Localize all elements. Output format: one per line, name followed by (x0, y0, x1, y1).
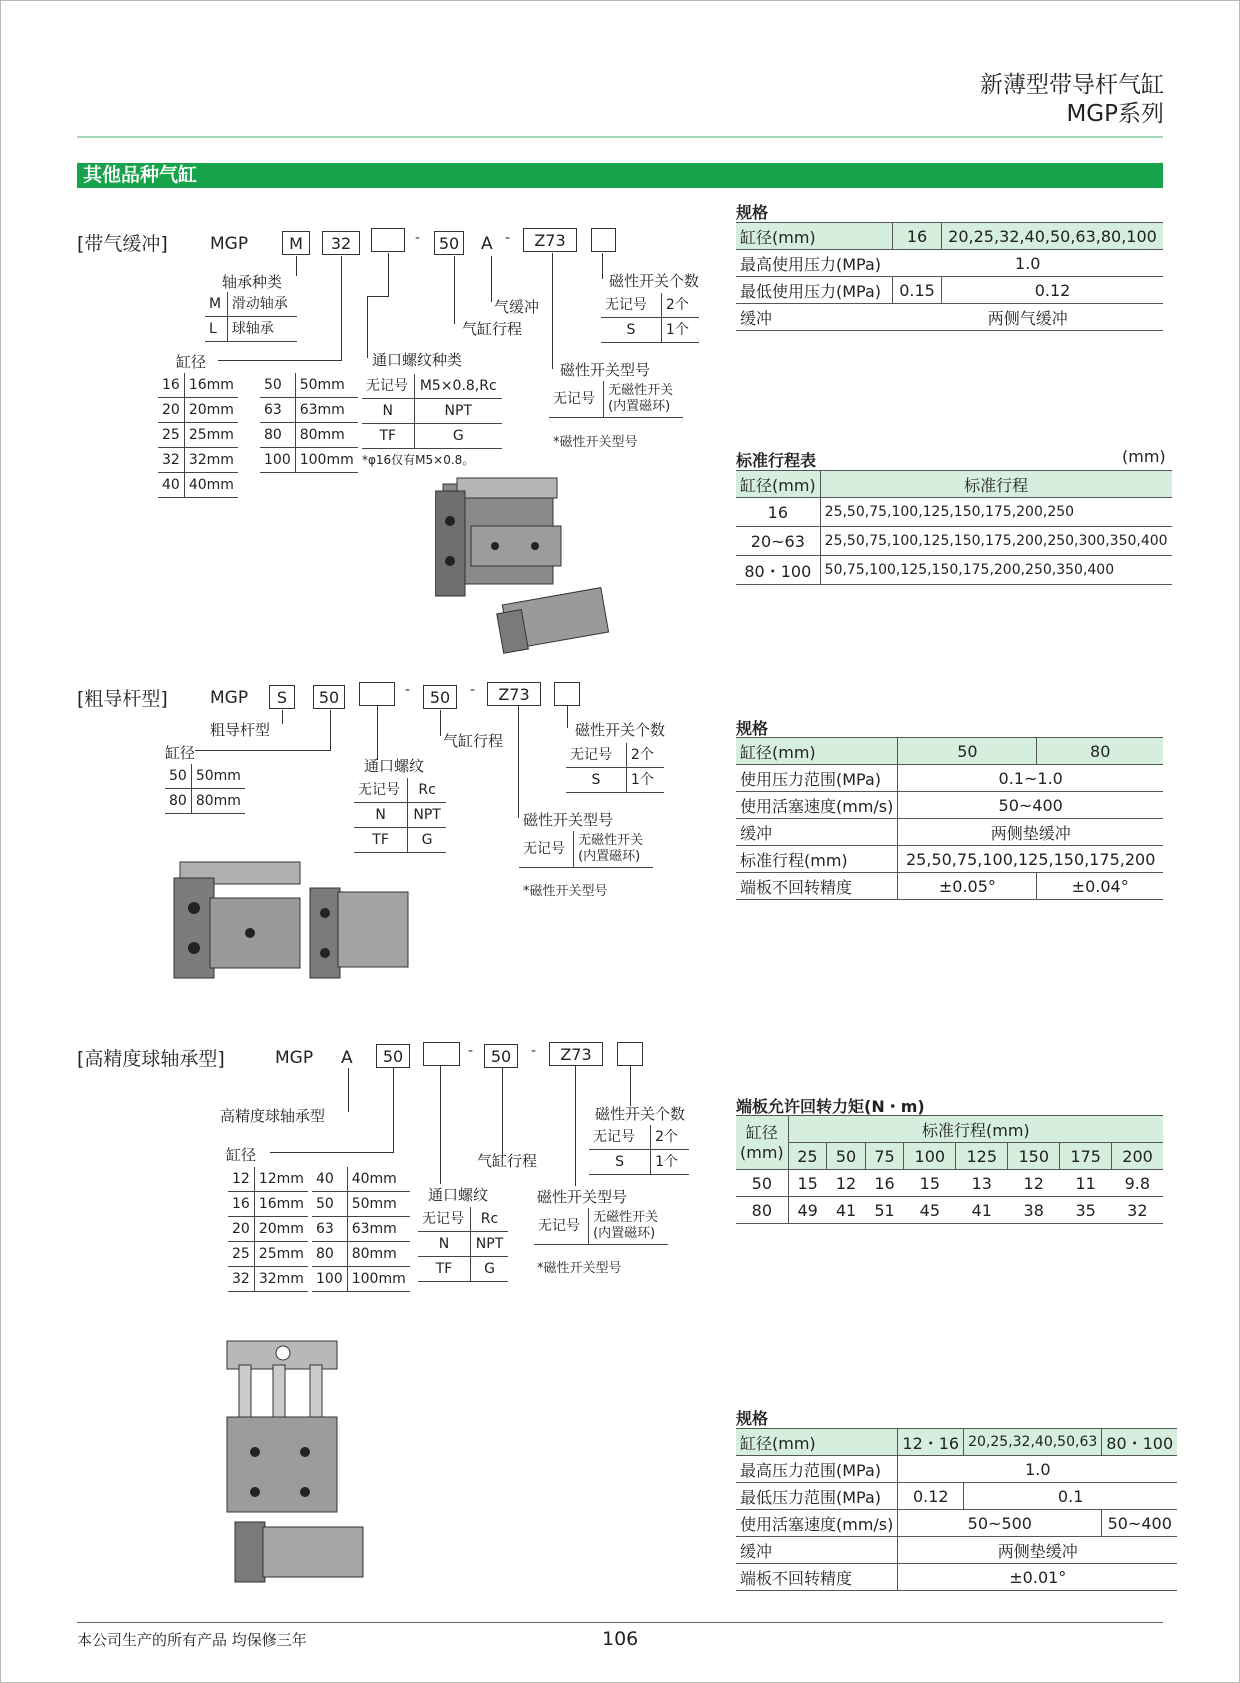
bore-code: 50 (312, 1192, 347, 1217)
thread-type: NPT (471, 1232, 508, 1257)
spec-value: 两侧气缓冲 (893, 304, 1164, 331)
code-stroke-box: 50 (423, 685, 457, 709)
footer-divider (77, 1622, 1163, 1623)
switch-qty-value: 2个 (651, 1125, 689, 1150)
bore-code: 63 (260, 398, 295, 423)
code-dash: - (505, 230, 511, 246)
stroke-values: 25,50,75,100,125,150,175,200,250 (820, 498, 1171, 527)
thread-type: NPT (414, 399, 502, 424)
bore-size: 20mm (184, 398, 238, 423)
bore-code: 25 (228, 1242, 254, 1267)
bearing-code: M (205, 292, 227, 317)
torque-bore: 80 (736, 1197, 788, 1224)
torque-bore: 50 (736, 1170, 788, 1197)
bore-code: 32 (158, 448, 184, 473)
torque-value: 15 (788, 1170, 827, 1197)
leader-line (552, 253, 553, 369)
thread-title: 通口螺纹 (364, 757, 425, 775)
switch-qty-value: 2个 (626, 743, 664, 768)
bore-code: 40 (312, 1167, 347, 1192)
spec-value: 12・16 (898, 1429, 964, 1456)
code-dash: - (468, 1043, 474, 1059)
thread-note: *φ16仅有M5×0.8。 (362, 453, 475, 467)
code-bore-box: 32 (322, 231, 360, 255)
leader-line (195, 750, 331, 751)
torque-bore-header (736, 1116, 788, 1170)
spec-label: 最低使用压力(MPa) (736, 277, 893, 304)
thread-type: NPT (408, 803, 446, 828)
spec-label: 缸径(mm) (736, 738, 898, 765)
bore-table-left (158, 373, 238, 498)
bearing-title: 轴承种类 (222, 273, 283, 291)
torque-value: 11 (1060, 1170, 1112, 1197)
bore-code: 100 (260, 448, 295, 473)
switch-type-table (519, 831, 653, 868)
switch-type-code: 无记号 (519, 831, 574, 868)
switch-note: *磁性开关型号 (553, 435, 638, 450)
switch-note: *磁性开关型号 (537, 1261, 622, 1276)
thread-title: 通口螺纹 (428, 1186, 489, 1204)
switch-qty-value: 2个 (661, 293, 699, 318)
product-photo-thick-rod (170, 858, 410, 988)
thread-table (354, 778, 446, 853)
switch-qty-code: S (566, 768, 626, 793)
spec-value: 0.1 (964, 1483, 1178, 1510)
leader-line (567, 706, 568, 728)
section-title: 其他品种气缸 (77, 163, 1163, 188)
stroke-bore: 80・100 (736, 556, 820, 585)
bore-size: 80mm (347, 1242, 410, 1267)
spec-value: 80・100 (1102, 1429, 1177, 1456)
bore-code: 50 (260, 373, 295, 398)
switch-qty-code: 无记号 (589, 1125, 651, 1150)
spec-table-high-precision (736, 1428, 1177, 1591)
thread-title: 通口螺纹种类 (372, 351, 463, 369)
page-title: 新薄型带导杆气缸 (980, 72, 1164, 98)
leader-line (440, 710, 441, 736)
bore-size: 50mm (295, 373, 358, 398)
product-photo-high-precision (225, 1337, 365, 1587)
bore-code: 12 (228, 1167, 254, 1192)
bore-code: 20 (158, 398, 184, 423)
switch-type-code: 无记号 (549, 381, 604, 418)
spec-label: 缓冲 (736, 819, 898, 846)
torque-bore-header-text: 缸径 (745, 1122, 778, 1142)
switch-note: *磁性开关型号 (523, 884, 608, 899)
switch-type-desc-line: (内置磁环) (593, 1226, 656, 1241)
stroke-label: 气缸行程 (443, 732, 504, 750)
stroke-table-unit: (mm) (1122, 447, 1166, 466)
thread-code: 无记号 (354, 778, 408, 803)
block3-label: [高精度球轴承型] (77, 1048, 225, 1070)
switch-type-title: 磁性开关型号 (560, 361, 651, 379)
spec-value: 0.15 (893, 277, 942, 304)
code-prefix: MGP (210, 688, 249, 708)
bore-size: 25mm (254, 1242, 308, 1267)
type-title: 高精度球轴承型 (220, 1107, 326, 1125)
thread-code: TF (362, 424, 414, 449)
thread-type: M5×0.8,Rc (414, 374, 502, 399)
code-type: A (341, 1048, 353, 1068)
leader-line (602, 253, 603, 279)
bore-size: 25mm (184, 423, 238, 448)
bore-size: 50mm (191, 764, 245, 789)
bore-table-left (228, 1167, 308, 1292)
code-bearing-box: M (282, 231, 310, 255)
torque-stroke: 175 (1060, 1143, 1112, 1170)
switch-type-title: 磁性开关型号 (537, 1188, 628, 1206)
spec-value: 20,25,32,40,50,63,80,100 (942, 223, 1164, 250)
switch-qty-code: 无记号 (601, 293, 661, 318)
bore-code: 40 (158, 473, 184, 498)
switch-type-code: 无记号 (534, 1208, 589, 1245)
leader-line (330, 710, 331, 750)
bore-size: 32mm (254, 1267, 308, 1292)
spec-value: 两侧垫缓冲 (898, 1537, 1177, 1564)
torque-stroke: 75 (865, 1143, 904, 1170)
thread-code: 无记号 (362, 374, 414, 399)
thread-code: N (418, 1232, 471, 1257)
switch-qty-table (566, 743, 664, 793)
stroke-table-header: 缸径(mm) (736, 471, 820, 498)
spec-value: 16 (893, 223, 942, 250)
switch-type-table (534, 1208, 668, 1245)
stroke-table (736, 470, 1172, 585)
spec-value: 80 (1037, 738, 1163, 765)
bore-code: 63 (312, 1217, 347, 1242)
spec-label: 最高使用压力(MPa) (736, 250, 893, 277)
spec-value: 1.0 (898, 1456, 1177, 1483)
code-prefix: MGP (275, 1048, 314, 1068)
stroke-label: 气缸行程 (462, 320, 523, 338)
bore-size: 100mm (347, 1267, 410, 1292)
torque-value: 12 (827, 1170, 866, 1197)
stroke-values: 25,50,75,100,125,150,175,200,250,300,350,400 (820, 527, 1171, 556)
cushion-label: 气缓冲 (494, 298, 540, 316)
spec-value: 50~400 (898, 792, 1163, 819)
torque-stroke: 25 (788, 1143, 827, 1170)
spec-label: 最低压力范围(MPa) (736, 1483, 898, 1510)
code-qty-box (591, 228, 616, 252)
switch-type-desc (574, 831, 653, 868)
footer-warranty: 本公司生产的所有产品 均保修三年 (77, 1631, 307, 1649)
code-dash: - (405, 682, 411, 698)
spec-value: 0.12 (898, 1483, 964, 1510)
switch-qty-table (601, 293, 699, 343)
bore-title: 缸径 (226, 1146, 257, 1164)
torque-stroke: 50 (827, 1143, 866, 1170)
bore-size: 80mm (295, 423, 358, 448)
code-dash: - (531, 1043, 537, 1059)
torque-title: 端板允许回转力矩(N・m) (736, 1097, 925, 1116)
code-bore-box: 50 (313, 685, 345, 709)
page-subtitle: MGP系列 (1066, 101, 1164, 127)
bearing-code: L (205, 317, 227, 342)
thread-table (362, 374, 502, 449)
code-qty-box (617, 1042, 643, 1066)
spec-label: 端板不回转精度 (736, 1564, 898, 1591)
leader-line (393, 1068, 394, 1152)
bore-size: 32mm (184, 448, 238, 473)
leader-line (296, 256, 297, 276)
stroke-table-header: 标准行程 (820, 471, 1171, 498)
stroke-label: 气缸行程 (477, 1152, 538, 1170)
code-cushion: A (481, 234, 493, 254)
code-switch-box: Z73 (549, 1042, 603, 1066)
leader-line (518, 706, 519, 818)
thread-type: Rc (471, 1207, 508, 1232)
torque-value: 45 (904, 1197, 956, 1224)
switch-type-desc (604, 381, 683, 418)
thread-type: Rc (408, 778, 446, 803)
code-prefix: MGP (210, 234, 249, 254)
torque-value: 51 (865, 1197, 904, 1224)
spec-value: ±0.05° (898, 873, 1037, 900)
torque-stroke: 100 (904, 1143, 956, 1170)
torque-value: 15 (904, 1170, 956, 1197)
bore-size: 16mm (184, 373, 238, 398)
code-type-box: S (269, 685, 295, 709)
thread-code: N (354, 803, 408, 828)
bore-title: 缸径 (165, 744, 196, 762)
bore-table-right (312, 1167, 410, 1292)
switch-type-desc-line: 无磁性开关 (593, 1210, 659, 1225)
torque-value: 12 (1008, 1170, 1060, 1197)
rod-type-title: 粗导杆型 (210, 721, 271, 739)
spec-title: 规格 (736, 719, 769, 738)
torque-value: 32 (1112, 1197, 1163, 1224)
torque-value: 41 (956, 1197, 1008, 1224)
leader-line (575, 1066, 576, 1186)
switch-qty-code: 无记号 (566, 743, 626, 768)
thread-code: 无记号 (418, 1207, 471, 1232)
bore-code: 20 (228, 1217, 254, 1242)
switch-qty-table (589, 1125, 689, 1175)
bore-code: 50 (165, 764, 191, 789)
bore-title: 缸径 (176, 353, 207, 371)
spec-label: 缸径(mm) (736, 1429, 898, 1456)
page-number: 106 (602, 1628, 639, 1650)
torque-value: 9.8 (1112, 1170, 1163, 1197)
bore-size: 40mm (184, 473, 238, 498)
bearing-name: 滑动轴承 (227, 292, 297, 317)
bore-table-right (260, 373, 358, 473)
block1-label: [带气缓冲] (77, 233, 168, 255)
torque-stroke-header: 标准行程(mm) (788, 1116, 1163, 1143)
switch-type-desc-line: 无磁性开关 (608, 383, 674, 398)
bore-code: 80 (260, 423, 295, 448)
bore-code: 25 (158, 423, 184, 448)
thread-code: N (362, 399, 414, 424)
spec-table-thick-rod (736, 737, 1163, 900)
switch-qty-code: S (601, 318, 661, 343)
switch-qty-value: 1个 (661, 318, 699, 343)
switch-qty-value: 1个 (651, 1150, 689, 1175)
code-stroke-box: 50 (484, 1044, 518, 1068)
thread-code: TF (418, 1257, 471, 1282)
leader-line (377, 706, 378, 760)
spec-label: 使用活塞速度(mm/s) (736, 1510, 898, 1537)
torque-value: 35 (1060, 1197, 1112, 1224)
leader-line (282, 710, 283, 724)
torque-value: 16 (865, 1170, 904, 1197)
spec-title: 规格 (736, 203, 769, 222)
bore-size: 16mm (254, 1192, 308, 1217)
code-thread-box (359, 682, 395, 706)
torque-value: 13 (956, 1170, 1008, 1197)
stroke-table-title: 标准行程表 (736, 451, 817, 470)
torque-value: 41 (827, 1197, 866, 1224)
switch-qty-title: 磁性开关个数 (575, 721, 666, 739)
stroke-bore: 16 (736, 498, 820, 527)
leader-line (218, 360, 342, 361)
thread-type: G (408, 828, 446, 853)
thread-type: G (471, 1257, 508, 1282)
switch-type-desc (589, 1208, 668, 1245)
spec-title: 规格 (736, 1409, 769, 1428)
code-switch-box: Z73 (523, 228, 577, 252)
bore-size: 80mm (191, 789, 245, 814)
bore-size: 40mm (347, 1167, 410, 1192)
leader-line (440, 1066, 441, 1184)
code-dash: - (415, 230, 421, 246)
switch-type-desc-line: (内置磁环) (608, 399, 671, 414)
switch-qty-code: S (589, 1150, 651, 1175)
bearing-table (205, 292, 297, 342)
spec-label: 标准行程(mm) (736, 846, 898, 873)
switch-type-table (549, 381, 683, 418)
spec-value: 两侧垫缓冲 (898, 819, 1163, 846)
switch-type-title: 磁性开关型号 (523, 811, 614, 829)
spec-label: 最高压力范围(MPa) (736, 1456, 898, 1483)
bore-code: 100 (312, 1267, 347, 1292)
block2-label: [粗导杆型] (77, 688, 168, 710)
spec-label: 使用压力范围(MPa) (736, 765, 898, 792)
bore-code: 80 (165, 789, 191, 814)
spec-value: 20,25,32,40,50,63 (964, 1429, 1102, 1456)
torque-stroke: 200 (1112, 1143, 1163, 1170)
spec-value: 50~500 (898, 1510, 1102, 1537)
header-divider (77, 136, 1163, 138)
torque-bore-unit: (mm) (740, 1142, 784, 1162)
torque-stroke: 125 (956, 1143, 1008, 1170)
thread-type: G (414, 424, 502, 449)
code-bore-box: 50 (376, 1044, 410, 1068)
spec-value: 50 (898, 738, 1037, 765)
spec-value: 0.1~1.0 (898, 765, 1163, 792)
torque-value: 38 (1008, 1197, 1060, 1224)
torque-table (736, 1115, 1163, 1224)
torque-value: 49 (788, 1197, 827, 1224)
thread-table (418, 1207, 508, 1282)
switch-qty-value: 1个 (626, 768, 664, 793)
bore-size: 20mm (254, 1217, 308, 1242)
code-qty-box (554, 682, 580, 706)
code-dash: - (470, 682, 476, 698)
leader-line (348, 1068, 349, 1112)
leader-line (367, 296, 368, 358)
leader-line (270, 1152, 394, 1153)
switch-type-desc-line: 无磁性开关 (578, 833, 644, 848)
code-switch-box: Z73 (487, 682, 541, 706)
spec-value: 1.0 (893, 250, 1164, 277)
bore-code: 32 (228, 1267, 254, 1292)
spec-label: 缓冲 (736, 1537, 898, 1564)
spec-label: 使用活塞速度(mm/s) (736, 792, 898, 819)
code-thread-box (423, 1042, 460, 1066)
bore-size: 100mm (295, 448, 358, 473)
leader-line (491, 256, 492, 302)
torque-stroke: 150 (1008, 1143, 1060, 1170)
code-stroke-box: 50 (434, 231, 464, 255)
leader-line (367, 296, 389, 297)
bore-code: 16 (158, 373, 184, 398)
bore-code: 80 (312, 1242, 347, 1267)
spec-value: ±0.01° (898, 1564, 1177, 1591)
spec-label: 缓冲 (736, 304, 893, 331)
bearing-name: 球轴承 (227, 317, 297, 342)
stroke-values: 50,75,100,125,150,175,200,250,350,400 (820, 556, 1171, 585)
product-photo-air-cushion (435, 476, 615, 666)
spec-value: 0.12 (942, 277, 1164, 304)
bore-table (165, 764, 245, 814)
bore-size: 63mm (347, 1217, 410, 1242)
spec-label: 端板不回转精度 (736, 873, 898, 900)
leader-line (341, 256, 342, 360)
leader-line (388, 253, 389, 296)
switch-qty-title: 磁性开关个数 (609, 272, 700, 290)
switch-type-desc-line: (内置磁环) (578, 849, 641, 864)
leader-line (502, 1068, 503, 1158)
switch-qty-title: 磁性开关个数 (595, 1105, 686, 1123)
code-thread-box (371, 228, 405, 252)
spec-value: 50~400 (1102, 1510, 1177, 1537)
thread-code: TF (354, 828, 408, 853)
bore-size: 63mm (295, 398, 358, 423)
leader-line (454, 256, 455, 324)
bore-size: 12mm (254, 1167, 308, 1192)
stroke-bore: 20~63 (736, 527, 820, 556)
spec-label: 缸径(mm) (736, 223, 893, 250)
spec-value: ±0.04° (1037, 873, 1163, 900)
bore-code: 16 (228, 1192, 254, 1217)
leader-line (630, 1066, 631, 1106)
spec-value: 25,50,75,100,125,150,175,200 (898, 846, 1163, 873)
spec-table-air-cushion (736, 222, 1163, 331)
bore-size: 50mm (347, 1192, 410, 1217)
